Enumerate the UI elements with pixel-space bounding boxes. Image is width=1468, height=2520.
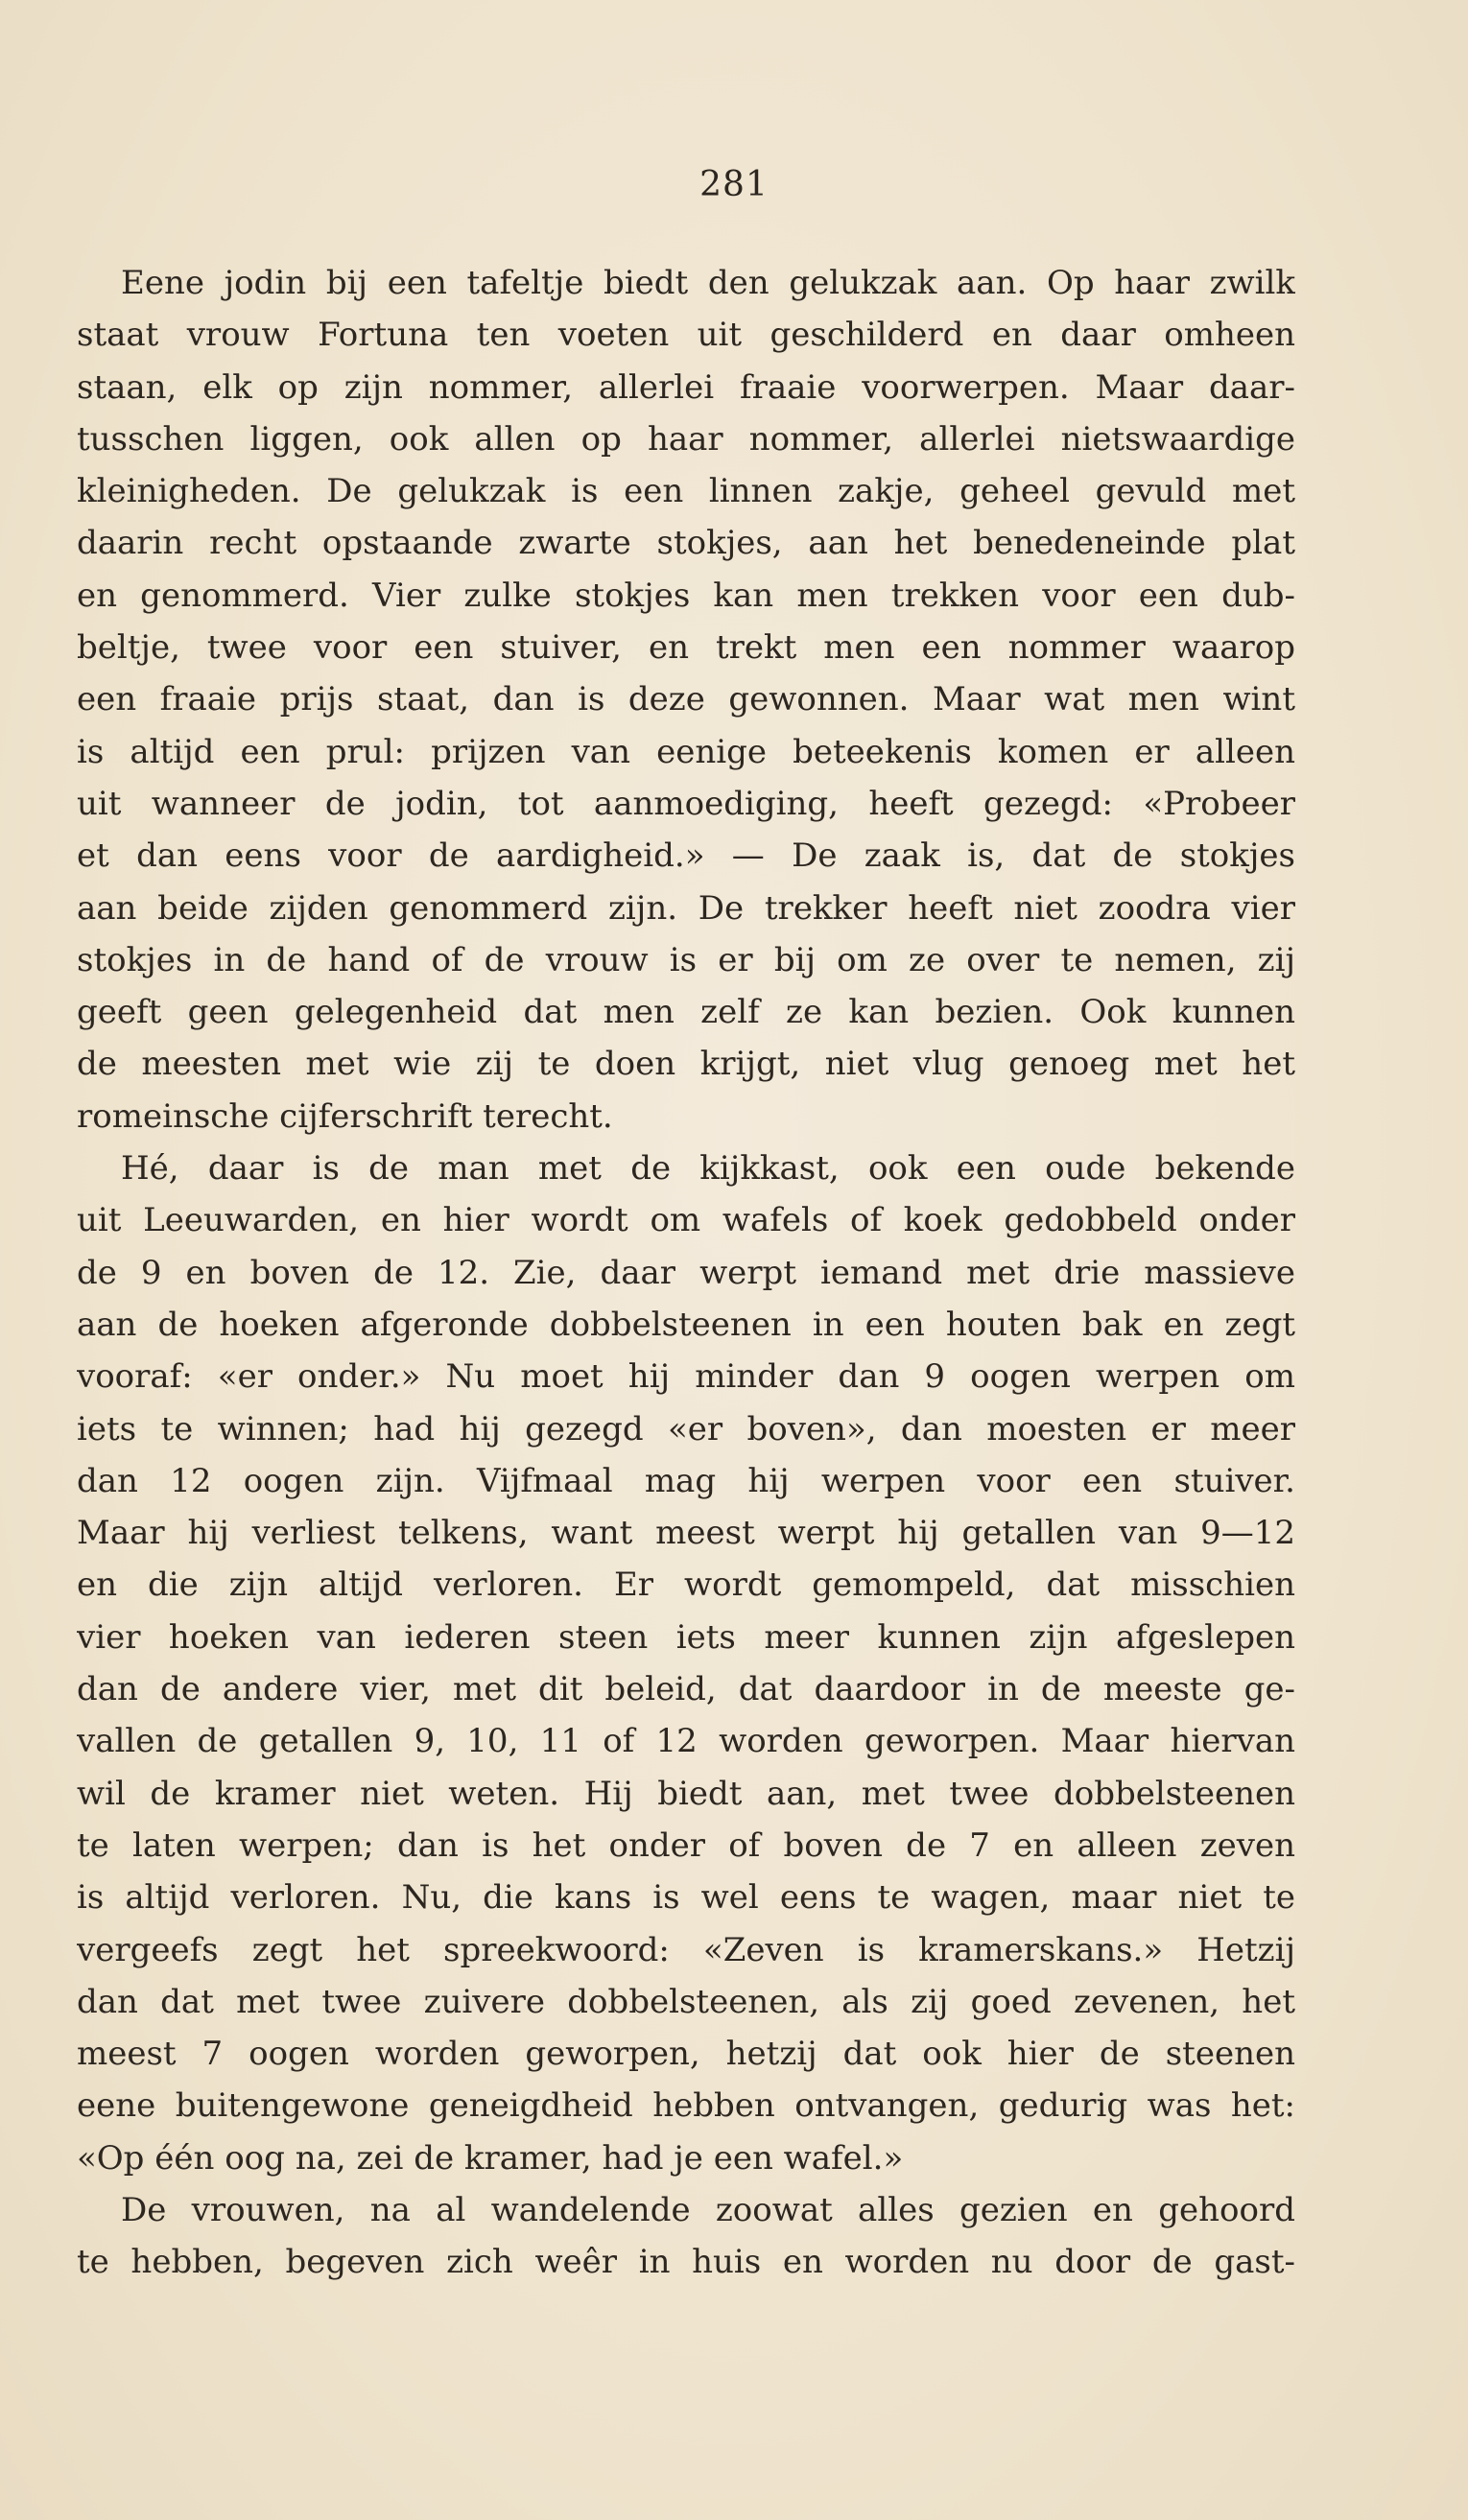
text-line: «Op één oog na, zei de kramer, had je een wafel.» [77, 2138, 904, 2178]
text-line: de meesten met wie zij te doen krijgt, niet vlug genoeg met het [77, 1045, 1295, 1084]
text-line: dan dat met twee zuivere dobbelsteenen, als zij goed zevenen, het [77, 1982, 1295, 2021]
text-line: Hé, daar is de man met de kijkkast, ook een oude bekende [121, 1149, 1295, 1189]
page-number: 281 [699, 165, 769, 204]
text-line: geeft geen gelegenheid dat men zelf ze kan bezien. Ook kunnen [77, 993, 1295, 1032]
text-line: te hebben, begeven zich weêr in huis en worden nu door de gast- [77, 2243, 1295, 2282]
text-line: een fraaie prijs staat, dan is deze gewonnen. Maar wat men wint [77, 680, 1295, 719]
text-line: romeinsche cijferschrift terecht. [77, 1096, 613, 1136]
text-line: dan 12 oogen zijn. Vijfmaal mag hij werpen voor een stuiver. [77, 1461, 1295, 1500]
text-line: eene buitengewone geneigdheid hebben ontvangen, gedurig was het: [77, 2086, 1295, 2126]
body-text [77, 257, 1295, 2289]
text-line: tusschen liggen, ook allen op haar nommer, allerlei nietswaardige [77, 419, 1295, 459]
text-line: vallen de getallen 9, 10, 11 of 12 worden geworpen. Maar hiervan [77, 1722, 1295, 1761]
text-line: stokjes in de hand of de vrouw is er bij om ze over te nemen, zij [77, 940, 1295, 979]
text-line: Eene jodin bij een tafeltje biedt den gelukzak aan. Op haar zwilk [121, 264, 1295, 302]
text-line: de 9 en boven de 12. Zie, daar werpt iemand met drie massieve [77, 1253, 1295, 1292]
text-line: beltje, twee voor een stuiver, en trekt men een nommer waarop [77, 628, 1295, 668]
text-line: en die zijn altijd verloren. Er wordt gemompeld, dat misschien [77, 1566, 1295, 1605]
text-line: vergeefs zegt het spreekwoord: «Zeven is kramerskans.» Hetzij [77, 1930, 1295, 1969]
text-line: uit wanneer de jodin, tot aanmoediging, heeft gezegd: «Probeer [77, 784, 1295, 823]
text-line: dan de andere vier, met dit beleid, dat daardoor in de meeste ge- [77, 1670, 1295, 1709]
text-line: is altijd verloren. Nu, die kans is wel eens te wagen, maar niet te [77, 1878, 1295, 1918]
text-line: vier hoeken van iederen steen iets meer kunnen zijn afgeslepen [77, 1617, 1295, 1657]
text-line: aan beide zijden genommerd zijn. De trekker heeft niet zoodra vier [77, 888, 1295, 928]
text-line: kleinigheden. De gelukzak is een linnen zakje, geheel gevuld met [77, 472, 1295, 511]
text-line: Maar hij verliest telkens, want meest werpt hij getallen van 9—12 [77, 1514, 1295, 1553]
text-line: te laten werpen; dan is het onder of boven de 7 en alleen zeven [77, 1825, 1295, 1865]
text-line: staan, elk op zijn nommer, allerlei fraaie voorwerpen. Maar daar- [77, 367, 1295, 407]
text-line: daarin recht opstaande zwarte stokjes, aan het benedeneinde plat [77, 524, 1295, 563]
text-line: aan de hoeken afgeronde dobbelsteenen in een houten bak en zegt [77, 1305, 1295, 1344]
text-line: is altijd een prul: prijzen van eenige beteekenis komen er alleen [77, 732, 1295, 771]
text-line: et dan eens voor de aardigheid.» — De zaak is, dat de stokjes [77, 836, 1295, 876]
text-line: De vrouwen, na al wandelende zoowat alles gezien en gehoord [121, 2190, 1295, 2229]
text-line: vooraf: «er onder.» Nu moet hij minder dan 9 oogen werpen om [77, 1357, 1295, 1397]
text-line: iets te winnen; had hij gezegd «er boven», dan moesten er meer [77, 1409, 1295, 1448]
text-line: uit Leeuwarden, en hier wordt om wafels of koek gedobbeld onder [77, 1201, 1295, 1240]
text-line: staat vrouw Fortuna ten voeten uit geschilderd en daar omheen [77, 316, 1295, 355]
text-line: meest 7 oogen worden geworpen, hetzij dat ook hier de steenen [77, 2035, 1295, 2074]
text-line: wil de kramer niet weten. Hij biedt aan, met twee dobbelsteenen [77, 1774, 1295, 1813]
text-line: en genommerd. Vier zulke stokjes kan men trekken voor een dub- [77, 576, 1295, 615]
